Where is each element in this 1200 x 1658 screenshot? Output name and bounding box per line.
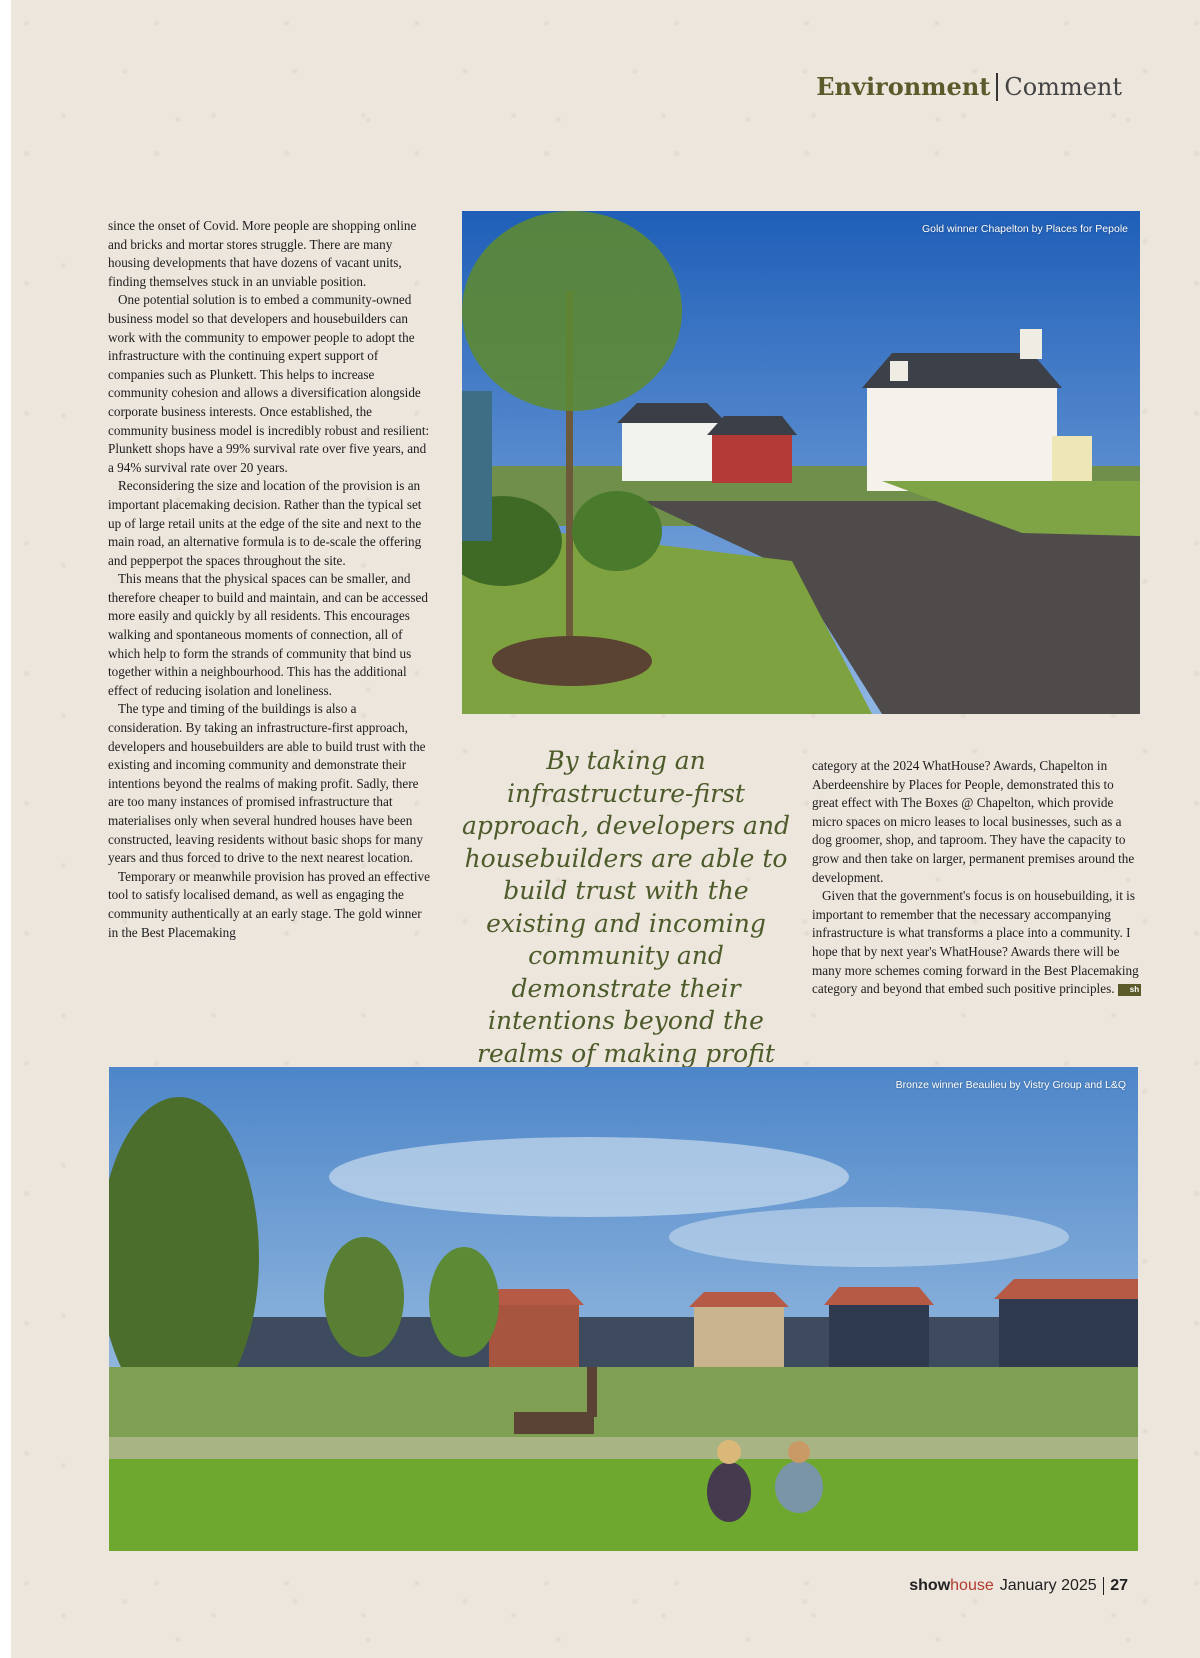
- right-text-column: [812, 757, 1142, 999]
- chapelton-illustration: [462, 211, 1140, 714]
- paragraph: One potential solution is to embed a community-owned business model so that developers and housebuilders can work with the community to empower people to adopt the infrastructure with the continuing expert support of companies such as Plunkett. This helps to increase community cohesion and allows a diversification alongside corporate business interests. Once established, the community business model is incredibly robust and resilient: Plunkett shops have a 99% survival rate over five years, and a 94% survival rate over 20 years.: [108, 292, 430, 475]
- paragraph: The type and timing of the buildings is also a consideration. By taking an infrastructure-first approach, developers and housebuilders are able to build trust with the existing and incoming community and demonstrate their intentions beyond the realms of making profit. Sadly, there are too many instances of promised infrastructure that materialises only when several hundred houses have been constructed, leaving residents without basic shops for many years and thus forced to drive to the next nearest location.: [108, 701, 426, 866]
- paragraph: category at the 2024 WhatHouse? Awards, Chapelton in Aberdeenshire by Places for People, demonstrated this to great effect with The Boxes @ Chapelton, which provide micro spaces on micro leases to local businesses, such as a dog groomer, shop, and taproom. They have the capacity to grow and then take on larger, permanent premises around the development.: [812, 758, 1135, 885]
- paragraph: Given that the government's focus is on housebuilding, it is important to remember that the necessary accompanying infrastructure is what transforms a place into a community. I hope that by next year's WhatHouse? Awards there will be many more schemes coming forward in the Best Placemaking category and beyond that embed such positive principles.: [812, 888, 1139, 997]
- pull-quote: By taking an infrastructure-first approach, developers and housebuilders are able to build trust with the existing and incoming community and demonstrate their intentions beyond the realms of making profit: [461, 746, 791, 1068]
- header-divider: [996, 73, 998, 101]
- section-header: [816, 72, 1122, 101]
- end-mark-icon: sh: [1118, 984, 1141, 996]
- paragraph-with-end-mark: [812, 887, 1142, 999]
- paragraph: This means that the physical spaces can be smaller, and therefore cheaper to build and maintain, and can be accessed more easily and quickly by all residents. This encourages walking and spontaneous moments of connection, all of which help to form the strands of community that bind us together within a neighbourhood. This has the additional effect of reducing isolation and loneliness.: [108, 571, 429, 698]
- left-text-column: [108, 217, 433, 942]
- magazine-page: [11, 0, 1200, 1658]
- photo-caption: Gold winner Chapelton by Places for Pepole: [921, 223, 1128, 235]
- footer-divider: [1103, 1577, 1105, 1595]
- paragraph: Temporary or meanwhile provision has proved an effective tool to satisfy localised demand, as well as engaging the community authentically at an early stage. The gold winner in the Best Placemaking: [108, 868, 430, 940]
- brand-logo: [909, 1577, 993, 1595]
- beaulieu-illustration: [109, 1067, 1138, 1551]
- photo-caption: Bronze winner Beaulieu by Vistry Group and L&Q: [895, 1079, 1126, 1091]
- section-subtitle: Comment: [1004, 72, 1122, 101]
- paragraph: Reconsidering the size and location of the provision is an important placemaking decision. Rather than the typical set up of large retail units at the edge of the site and next to the main road, an alternative formula is to de-scale the offering and pepperpot the spaces throughout the site.: [108, 478, 422, 568]
- photo-chapelton: [462, 211, 1140, 714]
- issue-date: January 2025: [999, 1577, 1097, 1594]
- brand-show: show: [909, 1577, 951, 1594]
- paragraph: since the onset of Covid. More people are shopping online and bricks and mortar stores struggle. There are many housing developments that have dozens of vacant units, finding themselves stuck in an unviable position.: [108, 218, 417, 289]
- brand-house: house: [950, 1577, 994, 1594]
- section-title: Environment: [816, 72, 991, 101]
- page-footer: [909, 1577, 1128, 1595]
- page-number: 27: [1110, 1577, 1128, 1594]
- photo-beaulieu: [109, 1067, 1138, 1551]
